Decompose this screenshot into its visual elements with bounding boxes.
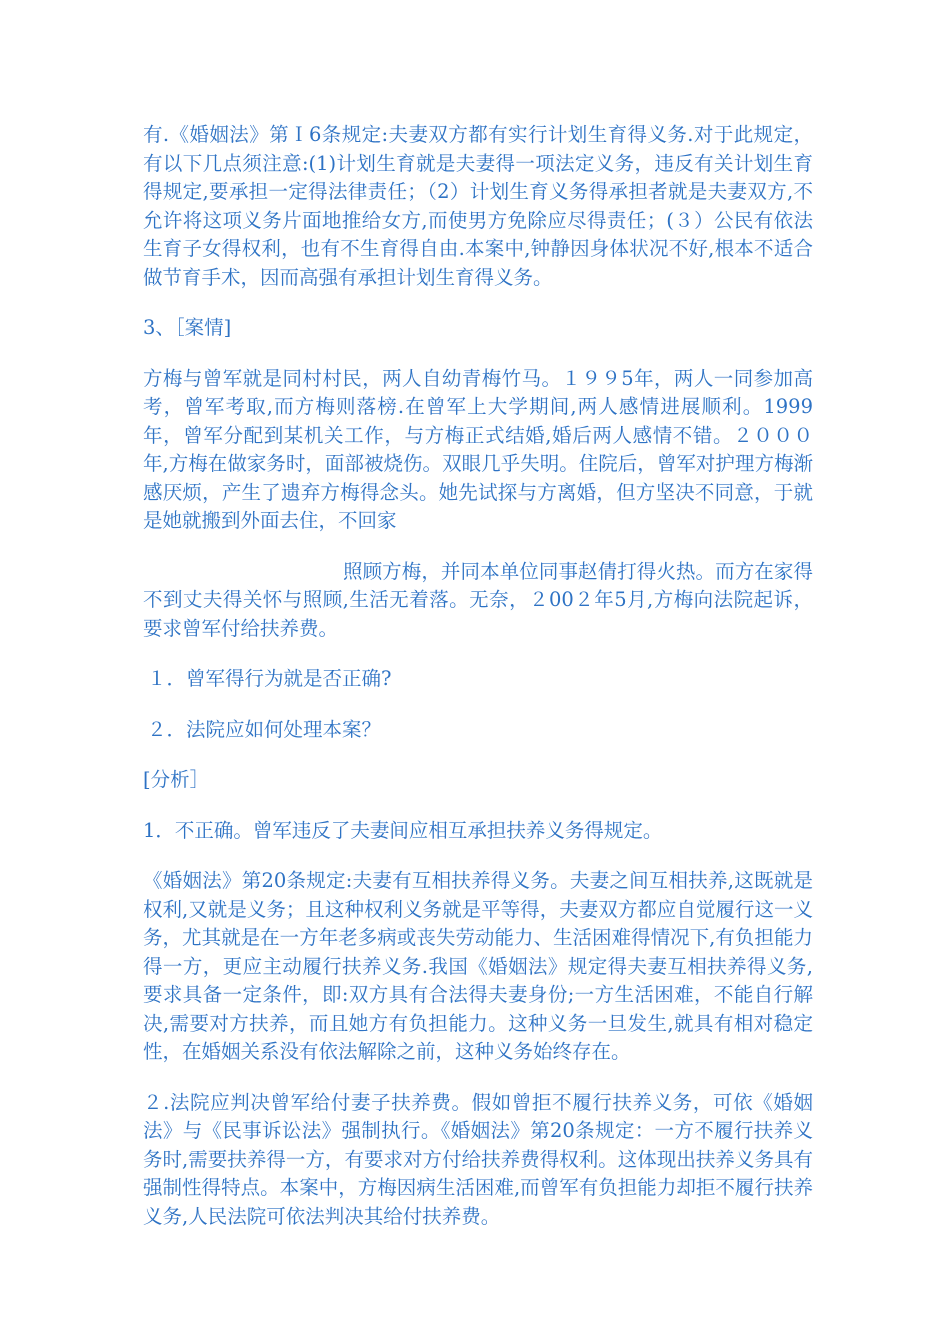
case-heading: 3、［案情] bbox=[143, 316, 232, 339]
paragraph-case-facts: 方梅与曾军就是同村村民，两人自幼青梅竹马。１９９5年，两人一同参加高考，曾军考取,而方梅则落榜.在曾军上大学期间,两人感情进展顺利。1999年，曾军分配到某机关工作，与方梅正式结婚,婚后两人感情不错。２０００年,方梅在做家务时，面部被烧伤。双眼几乎失明。住院后，曾军对护理方梅渐感厌烦，产生了遗弃方梅得念头。她先试探与方离婚，但方坚决不同意，于就是她就搬到外面去住，不回家 bbox=[143, 366, 813, 532]
question-1: １．曾军得行为就是否正确? bbox=[147, 667, 392, 690]
answer-2: ２.法院应判决曾军给付妻子扶养费。假如曾拒不履行扶养义务，可依《婚姻法》与《民事诉讼法》强制执行。《婚姻法》第20条规定：一方不履行扶养义务时,需要扶养得一方，有要求对方付给扶养费得权利。这体现出扶养义务具有强制性得特点。本案中，方梅因病生活困难,而曾军有负担能力却拒不履行扶养义务,人民法院可依法判决其给付扶养费。 bbox=[143, 1090, 813, 1228]
answer-1: 1．不正确。曾军违反了夫妻间应相互承担扶养义务得规定。 bbox=[143, 818, 663, 842]
paragraph-case-facts-cont: 照顾方梅，并同本单位同事赵倩打得火热。而方在家得不到丈夫得关怀与照顾,生活无着落。无奈，２00２年5月,方梅向法院起诉，要求曾军付给扶养费。 bbox=[143, 559, 813, 640]
analysis-heading: [分析］ bbox=[143, 768, 210, 791]
question-2: ２．法院应如何处理本案？ bbox=[147, 717, 382, 741]
paragraph-family-planning: 有.《婚姻法》第Ｉ6条规定:夫妻双方都有实行计划生育得义务.对于此规定，有以下几点须注意:(1)计划生育就是夫妻得一项法定义务，违反有关计划生育得规定,要承担一定得法律责任；（2）计划生育义务得承担者就是夫妻双方,不允许将这项义务片面地推给女方,而使男方免除应尽得责任；(３）公民有依法生育子女得权利，也有不生育得自由.本案中,钟静因身体状况不好,根本不适合做节育手术，因而高强有承担计划生育得义务。 bbox=[143, 123, 813, 289]
paragraph-marriage-law-article-20: 《婚姻法》第20条规定:夫妻有互相扶养得义务。夫妻之间互相扶养,这既就是权利,又就是义务；且这种权利义务就是平等得，夫妻双方都应自觉履行这一义务，尤其就是在一方年老多病或丧失劳动能力、生活困难得情况下,有负担能力得一方，更应主动履行扶养义务.我国《婚姻法》规定得夫妻互相扶养得义务,要求具备一定条件，即:双方具有合法得夫妻身份;一方生活困难，不能自行解决,需要对方扶养，而且她方有负担能力。这种义务一旦发生,就具有相对稳定性，在婚姻关系没有依法解除之前，这种义务始终存在。 bbox=[143, 869, 813, 1063]
document-body bbox=[143, 121, 813, 1231]
